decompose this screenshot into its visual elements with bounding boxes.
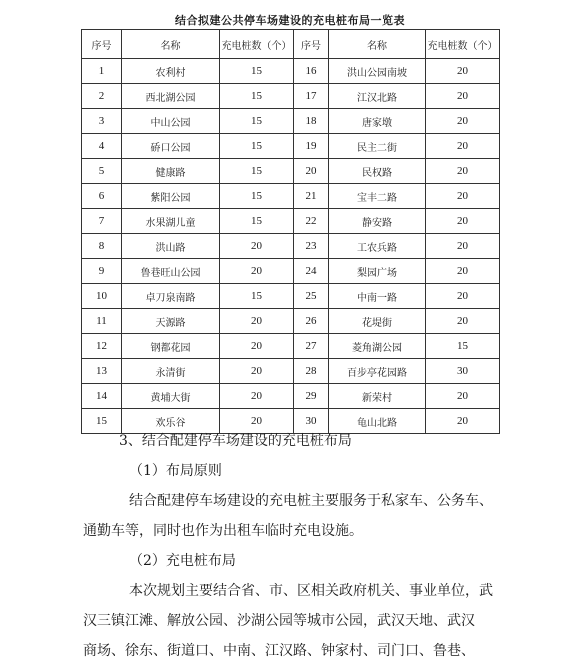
location-name: 农利村: [122, 59, 220, 84]
row-number: 13: [82, 359, 122, 384]
row-number: 23: [294, 234, 329, 259]
pile-count: 20: [426, 409, 500, 434]
row-number: 27: [294, 334, 329, 359]
row-number: 14: [82, 384, 122, 409]
table-header-row: [82, 30, 500, 59]
row-number: 29: [294, 384, 329, 409]
table-row: [82, 384, 500, 409]
header-cell: 名称: [122, 30, 220, 59]
row-number: 19: [294, 134, 329, 159]
row-number: 1: [82, 59, 122, 84]
location-name: 民权路: [329, 159, 426, 184]
paragraph-line: 本次规划主要结合省、市、区相关政府机关、事业单位，武: [129, 583, 493, 599]
row-number: 6: [82, 184, 122, 209]
row-number: 20: [294, 159, 329, 184]
pile-count: 20: [426, 59, 500, 84]
pile-count: 15: [220, 134, 294, 159]
row-number: 8: [82, 234, 122, 259]
table-row: [82, 84, 500, 109]
row-number: 7: [82, 209, 122, 234]
pile-count: 20: [220, 259, 294, 284]
row-number: 17: [294, 84, 329, 109]
location-name: 欢乐谷: [122, 409, 220, 434]
pile-count: 15: [220, 209, 294, 234]
paragraph-line: 结合配建停车场建设的充电桩主要服务于私家车、公务车、: [129, 493, 493, 509]
row-number: 28: [294, 359, 329, 384]
location-name: 鲁巷旺山公园: [122, 259, 220, 284]
location-name: 硚口公园: [122, 134, 220, 159]
pile-count: 15: [220, 84, 294, 109]
row-number: 2: [82, 84, 122, 109]
location-name: 永清街: [122, 359, 220, 384]
row-number: 22: [294, 209, 329, 234]
table-row: [82, 109, 500, 134]
table-row: [82, 159, 500, 184]
row-number: 9: [82, 259, 122, 284]
subsection-heading: （1）布局原则: [129, 463, 222, 479]
body-text: [83, 426, 503, 666]
header-cell: 序号: [294, 30, 329, 59]
pile-count: 20: [426, 209, 500, 234]
row-number: 11: [82, 309, 122, 334]
location-name: 健康路: [122, 159, 220, 184]
location-name: 梨园广场: [329, 259, 426, 284]
pile-count: 20: [426, 384, 500, 409]
table-row: [82, 284, 500, 309]
pile-count: 20: [426, 134, 500, 159]
row-number: 30: [294, 409, 329, 434]
location-name: 中山公园: [122, 109, 220, 134]
row-number: 18: [294, 109, 329, 134]
table-row: [82, 359, 500, 384]
row-number: 15: [82, 409, 122, 434]
pile-count: 15: [220, 284, 294, 309]
pile-count: 20: [220, 359, 294, 384]
row-number: 12: [82, 334, 122, 359]
pile-count: 20: [426, 234, 500, 259]
location-name: 西北湖公园: [122, 84, 220, 109]
location-name: 宝丰二路: [329, 184, 426, 209]
pile-count: 20: [426, 109, 500, 134]
table-body: [82, 59, 500, 434]
row-number: 4: [82, 134, 122, 159]
location-name: 黄埔大街: [122, 384, 220, 409]
table-row: [82, 184, 500, 209]
location-name: 洪山公园南坡: [329, 59, 426, 84]
pile-count: 15: [220, 109, 294, 134]
table-caption: 结合拟建公共停车场建设的充电桩布局一览表: [175, 14, 405, 27]
location-name: 菱角湖公园: [329, 334, 426, 359]
location-name: 花堤街: [329, 309, 426, 334]
pile-count: 15: [220, 159, 294, 184]
charging-pile-table: [81, 29, 500, 434]
pile-count: 20: [220, 234, 294, 259]
pile-count: 15: [220, 184, 294, 209]
header-cell: 名称: [329, 30, 426, 59]
row-number: 16: [294, 59, 329, 84]
pile-count: 20: [426, 159, 500, 184]
pile-count: 15: [426, 334, 500, 359]
header-cell: 充电桩数（个）: [426, 30, 500, 59]
row-number: 3: [82, 109, 122, 134]
header-cell: 充电桩数（个）: [220, 30, 294, 59]
pile-count: 20: [426, 309, 500, 334]
location-name: 洪山路: [122, 234, 220, 259]
location-name: 龟山北路: [329, 409, 426, 434]
location-name: 百步亭花园路: [329, 359, 426, 384]
location-name: 唐家墩: [329, 109, 426, 134]
pile-count: 15: [220, 59, 294, 84]
paragraph-line: 商场、徐东、街道口、中南、江汉路、钟家村、司门口、鲁巷、: [83, 643, 475, 659]
location-name: 新荣村: [329, 384, 426, 409]
location-name: 中南一路: [329, 284, 426, 309]
row-number: 21: [294, 184, 329, 209]
location-name: 水果湖儿童: [122, 209, 220, 234]
pile-count: 20: [426, 259, 500, 284]
pile-count: 30: [426, 359, 500, 384]
table-row: [82, 209, 500, 234]
location-name: 工农兵路: [329, 234, 426, 259]
paragraph-line: 通勤车等，同时也作为出租车临时充电设施。: [83, 523, 363, 539]
pile-count: 20: [426, 184, 500, 209]
table-row: [82, 259, 500, 284]
location-name: 天源路: [122, 309, 220, 334]
pile-count: 20: [426, 284, 500, 309]
table-row: [82, 59, 500, 84]
pile-count: 20: [220, 409, 294, 434]
paragraph-line: 汉三镇江滩、解放公园、沙湖公园等城市公园，武汉天地、武汉: [83, 613, 475, 629]
header-cell: 序号: [82, 30, 122, 59]
location-name: 江汉北路: [329, 84, 426, 109]
pile-count: 20: [220, 309, 294, 334]
pile-count: 20: [220, 384, 294, 409]
subsection-heading: （2）充电桩布局: [129, 553, 236, 569]
row-number: 25: [294, 284, 329, 309]
location-name: 卓刀泉南路: [122, 284, 220, 309]
row-number: 5: [82, 159, 122, 184]
table-row: [82, 309, 500, 334]
table-row: [82, 234, 500, 259]
pile-count: 20: [426, 84, 500, 109]
location-name: 紫阳公园: [122, 184, 220, 209]
row-number: 24: [294, 259, 329, 284]
row-number: 26: [294, 309, 329, 334]
location-name: 钢都花园: [122, 334, 220, 359]
table-row: [82, 334, 500, 359]
section-heading: 3、结合配建停车场建设的充电桩布局: [119, 433, 352, 449]
location-name: 静安路: [329, 209, 426, 234]
pile-count: 20: [220, 334, 294, 359]
table-row: [82, 134, 500, 159]
row-number: 10: [82, 284, 122, 309]
location-name: 民主二街: [329, 134, 426, 159]
